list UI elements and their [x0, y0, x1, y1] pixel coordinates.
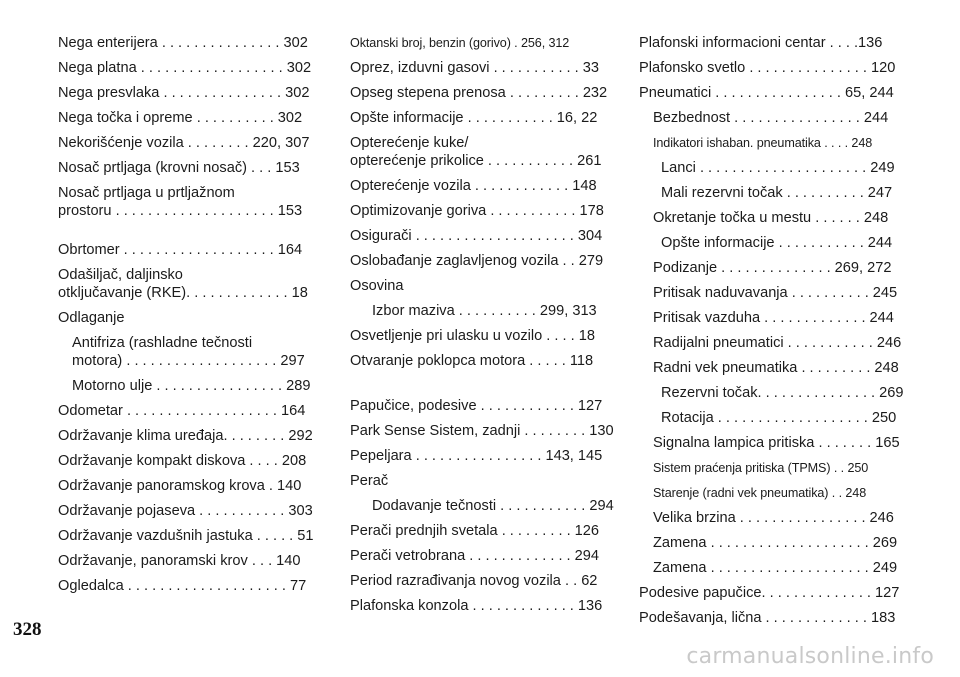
index-entry-line: Antifriza (rashladne tečnosti	[72, 335, 253, 351]
index-entry	[350, 397, 606, 415]
index-entry-line: Lanci . . . . . . . . . . . . . . . . . . . . . 249	[661, 160, 895, 176]
index-entry	[58, 266, 316, 302]
index-entry	[350, 277, 606, 295]
index-entry-line: Ogledalca . . . . . . . . . . . . . . . . . . . . 77	[58, 578, 307, 594]
index-entry	[639, 584, 900, 602]
watermark: carmanualsonline.info	[686, 644, 934, 669]
index-entry-line: Plafonski informacioni centar . . . .136	[639, 35, 883, 51]
index-entry-line: Plafonska konzola . . . . . . . . . . . . . 136	[350, 598, 603, 614]
index-entry	[58, 502, 316, 520]
index-entry-line: Okretanje točka u mestu . . . . . . 248	[653, 210, 889, 226]
index-entry-line: Motorno ulje . . . . . . . . . . . . . . . . 289	[72, 378, 311, 394]
index-entry	[58, 577, 316, 595]
index-entry	[58, 59, 316, 77]
index-entry	[350, 109, 606, 127]
index-entry	[350, 422, 614, 440]
index-entry-line: Sistem praćenja pritiska (TPMS) . . 250	[653, 461, 869, 475]
index-entry-line: prostoru . . . . . . . . . . . . . . . . . . . . 153	[58, 203, 303, 219]
index-entry	[639, 234, 897, 252]
index-entry-line: Zamena . . . . . . . . . . . . . . . . . . . . 269	[653, 535, 898, 551]
index-entry-line: Pneumatici . . . . . . . . . . . . . . . . 65, 244	[639, 85, 894, 101]
index-entry-line: Nega presvlaka . . . . . . . . . . . . . . . 302	[58, 85, 310, 101]
index-entry-line: Osovina	[350, 278, 404, 294]
index-entry	[350, 177, 606, 195]
index-entry	[350, 34, 606, 52]
index-entry-line: Održavanje kompakt diskova . . . . 208	[58, 453, 307, 469]
index-entry-line: Nosač prtljaga u prtljažnom	[58, 185, 235, 201]
index-entry	[639, 609, 897, 627]
index-entry	[58, 477, 316, 495]
index-entry-line: Optimizovanje goriva . . . . . . . . . . . 178	[350, 203, 604, 219]
index-entry-line: opterećenje prikolice . . . . . . . . . . . 261	[350, 153, 602, 169]
index-entry	[350, 327, 606, 345]
index-entry	[350, 497, 614, 515]
index-entry	[639, 184, 897, 202]
index-entry-line: Mali rezervni točak . . . . . . . . . . 247	[661, 185, 893, 201]
index-entry-line: Otvaranje poklopca motora . . . . . 118	[350, 353, 594, 369]
index-entry-line: Perač	[350, 473, 389, 489]
index-entry	[639, 309, 897, 327]
index-entry	[350, 572, 606, 590]
index-entry-line: Nega točka i opreme . . . . . . . . . . 302	[58, 110, 303, 126]
index-entry	[350, 202, 606, 220]
index-column-2	[350, 34, 614, 622]
page-number: 328	[13, 619, 42, 640]
index-entry-line: Izbor maziva . . . . . . . . . . 299, 313	[372, 303, 597, 319]
index-entry	[639, 134, 897, 152]
index-entry-line: Oprez, izduvni gasovi . . . . . . . . . . . 33	[350, 60, 600, 76]
index-entry	[639, 384, 904, 402]
index-entry-line: Velika brzina . . . . . . . . . . . . . . . . 246	[653, 510, 894, 526]
index-entry	[639, 209, 897, 227]
index-entry	[58, 134, 316, 152]
index-entry-line: Park Sense Sistem, zadnji . . . . . . . . 130	[350, 423, 614, 439]
index-entry-line: Radni vek pneumatika . . . . . . . . . 248	[653, 360, 899, 376]
index-entry	[639, 409, 897, 427]
index-entry	[639, 84, 897, 102]
index-entry-line: Oslobađanje zaglavljenog vozila . . 279	[350, 253, 604, 269]
index-entry-line: Opšte informacije . . . . . . . . . . . 244	[661, 235, 893, 251]
index-entry-line: Radijalni pneumatici . . . . . . . . . . . 246	[653, 335, 902, 351]
index-entry-line: motora) . . . . . . . . . . . . . . . . . . . 297	[72, 353, 305, 369]
index-entry-line: Pritisak naduvavanja . . . . . . . . . . 245	[653, 285, 898, 301]
index-entry-line: Dodavanje tečnosti . . . . . . . . . . . 294	[372, 498, 614, 514]
index-entry	[58, 159, 316, 177]
index-entry	[58, 552, 316, 570]
index-entry	[639, 284, 897, 302]
index-entry	[639, 459, 897, 477]
index-entry-line: Odlaganje	[58, 310, 125, 326]
index-entry-line: Period razrađivanja novog vozila . . 62	[350, 573, 598, 589]
index-entry	[350, 352, 606, 370]
index-entry	[639, 34, 897, 52]
index-column-1	[58, 34, 316, 602]
index-entry-line: Podesive papučice. . . . . . . . . . . . . . 127	[639, 585, 900, 601]
index-entry-line: Održavanje pojaseva . . . . . . . . . . . 303	[58, 503, 313, 519]
index-entry-line: Podizanje . . . . . . . . . . . . . . 269, 272	[653, 260, 892, 276]
index-entry	[350, 472, 606, 490]
index-entry-line: Zamena . . . . . . . . . . . . . . . . . . . . 249	[653, 560, 898, 576]
index-entry	[639, 109, 897, 127]
index-entry-line: Indikatori ishaban. pneumatika . . . . 248	[653, 136, 873, 150]
index-entry-line: Perači prednjih svetala . . . . . . . . . 126	[350, 523, 600, 539]
index-entry-line: Osvetljenje pri ulasku u vozilo . . . . 18	[350, 328, 595, 344]
index-entry	[350, 547, 606, 565]
index-entry-line: Obrtomer . . . . . . . . . . . . . . . . . . . 164	[58, 242, 303, 258]
index-entry-line: Osigurači . . . . . . . . . . . . . . . . . . . . 304	[350, 228, 603, 244]
index-entry-line: Opseg stepena prenosa . . . . . . . . . 232	[350, 85, 608, 101]
index-entry	[350, 302, 606, 320]
index-column-3	[639, 34, 904, 634]
index-entry-line: Opterećenje vozila . . . . . . . . . . . . 148	[350, 178, 597, 194]
index-entry	[350, 447, 606, 465]
index-entry	[58, 184, 316, 220]
index-entry	[58, 309, 316, 327]
index-entry	[58, 427, 316, 445]
index-entry-line: Nega platna . . . . . . . . . . . . . . . . . . 302	[58, 60, 312, 76]
index-entry-line: Odašiljač, daljinsko	[58, 267, 183, 283]
index-entry-line: Nosač prtljaga (krovni nosač) . . . 153	[58, 160, 300, 176]
index-entry	[350, 522, 606, 540]
index-entry-line: Opterećenje kuke/	[350, 135, 469, 151]
index-entry-line: otključavanje (RKE). . . . . . . . . . . . . 18	[58, 285, 308, 301]
index-entry	[58, 84, 316, 102]
index-entry-line: Papučice, podesive . . . . . . . . . . . . 127	[350, 398, 603, 414]
index-entry	[639, 359, 897, 377]
index-entry-line: Bezbednost . . . . . . . . . . . . . . . . 244	[653, 110, 889, 126]
index-entry-line: Oktanski broj, benzin (gorivo) . 256, 312	[350, 36, 570, 50]
index-entry-line: Rezervni točak. . . . . . . . . . . . . . . 269	[661, 385, 904, 401]
index-entry-line: Starenje (radni vek pneumatika) . . 248	[653, 486, 867, 500]
index-entry-line: Opšte informacije . . . . . . . . . . . 16, 22	[350, 110, 598, 126]
index-entry-line: Održavanje panoramskog krova . 140	[58, 478, 302, 494]
index-entry	[58, 527, 316, 545]
index-entry	[350, 597, 606, 615]
index-entry	[639, 159, 897, 177]
index-entry	[639, 534, 897, 552]
index-entry	[58, 377, 316, 395]
index-entry-line: Nekorišćenje vozila . . . . . . . . 220, 307	[58, 135, 310, 151]
index-entry	[639, 509, 897, 527]
index-entry	[58, 34, 316, 52]
index-entry	[639, 559, 897, 577]
index-entry-line: Nega enterijera . . . . . . . . . . . . . . . 302	[58, 35, 308, 51]
index-entry-line: Održavanje, panoramski krov . . . 140	[58, 553, 301, 569]
index-entry	[350, 59, 606, 77]
index-entry	[58, 109, 316, 127]
index-entry	[639, 434, 900, 452]
index-entry	[350, 134, 606, 170]
index-entry	[58, 452, 316, 470]
index-entry-line: Održavanje klima uređaja. . . . . . . . 292	[58, 428, 313, 444]
index-entry-line: Perači vetrobrana . . . . . . . . . . . . . 294	[350, 548, 600, 564]
index-entry	[639, 59, 897, 77]
index-entry	[58, 334, 316, 370]
index-entry-line: Signalna lampica pritiska . . . . . . . 165	[653, 435, 900, 451]
index-entry-line: Pepeljara . . . . . . . . . . . . . . . . 143, 145	[350, 448, 603, 464]
index-entry	[350, 227, 606, 245]
index-entry	[350, 252, 606, 270]
index-entry-line: Podešavanja, lična . . . . . . . . . . . . . 183	[639, 610, 896, 626]
index-entry-line: Rotacija . . . . . . . . . . . . . . . . . . . 250	[661, 410, 897, 426]
index-entry	[58, 402, 316, 420]
index-entry	[58, 241, 316, 259]
index-entry	[639, 259, 897, 277]
index-entry-line: Plafonsko svetlo . . . . . . . . . . . . . . . 120	[639, 60, 896, 76]
index-entry-line: Održavanje vazdušnih jastuka . . . . . 51	[58, 528, 314, 544]
index-entry	[350, 84, 606, 102]
index-entry-line: Odometar . . . . . . . . . . . . . . . . . . . 164	[58, 403, 306, 419]
index-entry	[639, 334, 902, 352]
index-entry-line: Pritisak vazduha . . . . . . . . . . . . . 244	[653, 310, 894, 326]
index-entry	[639, 484, 897, 502]
